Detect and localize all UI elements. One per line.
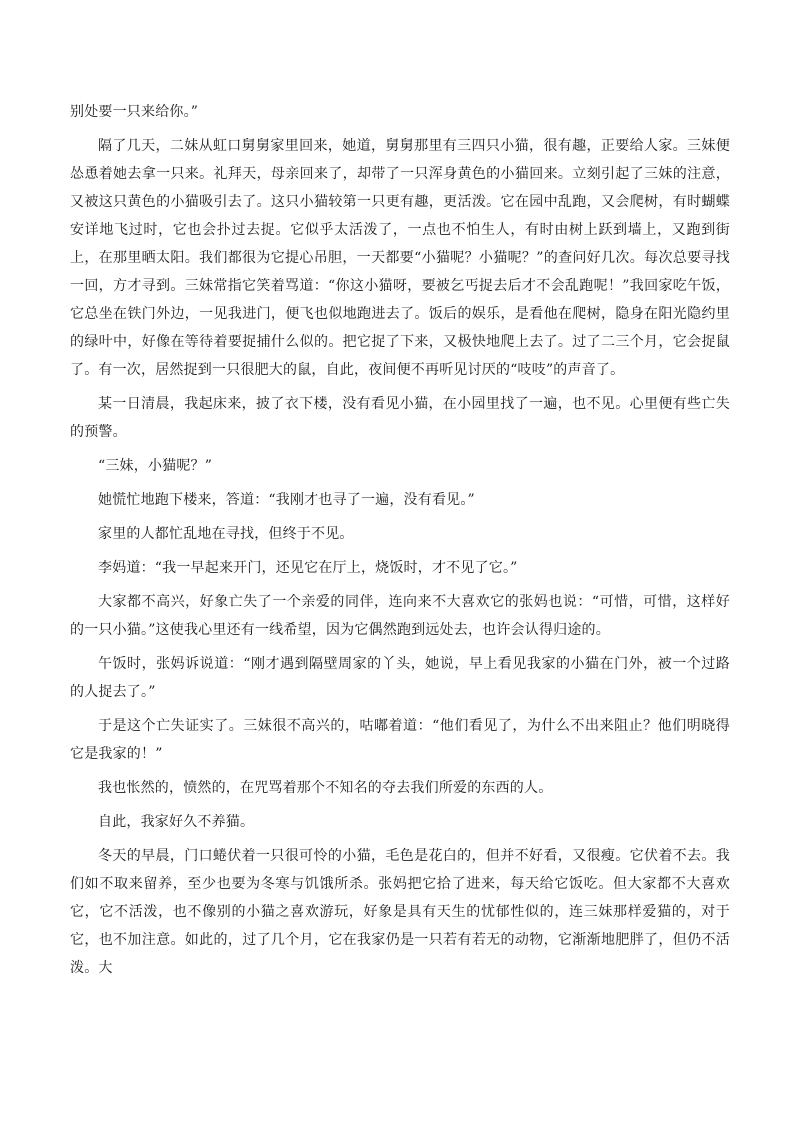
- document-body: [70, 98, 730, 988]
- paragraph-6: 家里的人都忙乱地在寻找，但终于不见。: [98, 526, 354, 542]
- paragraph-10: 于是这个亡失证实了。三妹很不高兴的，咕嘟着道：“他们看见了，为什么不出来阻止？他们明晓得它是我家的！”: [70, 718, 730, 762]
- paragraph-13: 冬天的早晨，门口蜷伏着一只很可怜的小猫，毛色是花白的，但并不好看，又很瘦。它伏着不去。我们如不取来留养，至少也要为冬寒与饥饿所杀。张妈把它拾了进来，每天给它饭吃。但大家都不大喜欢它，它不活泼，也不像别的小猫之喜欢游玩，好象是具有天生的忧郁性似的，连三妹那样爱猫的，对于它，也不加注意。如此的，过了几个月，它在我家仍是一只若有若无的动物，它渐渐地肥胖了，但仍不活泼。大: [70, 848, 730, 976]
- paragraph-3: 某一日清晨，我起床来，披了衣下楼，没有看见小猫，在小园里找了一遍，也不见。心里便有些亡失的预警。: [70, 396, 730, 440]
- paragraph-12: 自此，我家好久不养猫。: [98, 814, 255, 830]
- paragraph-11: 我也怅然的，愤然的，在咒骂着那个不知名的夺去我们所爱的东西的人。: [98, 780, 553, 796]
- paragraph-9: 午饭时，张妈诉说道：“刚才遇到隔壁周家的丫头，她说，早上看见我家的小猫在门外，被一个过路的人捉去了。”: [70, 656, 730, 700]
- paragraph-8: 大家都不高兴，好象亡失了一个亲爱的同伴，连向来不大喜欢它的张妈也说：“可惜，可惜，这样好的一只小猫。”这使我心里还有一线希望，因为它偶然跑到远处去，也许会认得归途的。: [70, 594, 730, 638]
- paragraph-2: 隔了几天，二妹从虹口舅舅家里回来，她道，舅舅那里有三四只小猫，很有趣，正要给人家。三妹便怂恿着她去拿一只来。礼拜天，母亲回来了，却带了一只浑身黄色的小猫回来。立刻引起了三妹的注意，又被这只黄色的小猫吸引去了。这只小猫较第一只更有趣，更活泼。它在园中乱跑，又会爬树，有时蝴蝶安详地飞过时，它也会扑过去捉。它似乎太活泼了，一点也不怕生人，有时由树上跃到墙上，又跑到街上，在那里晒太阳。我们都很为它提心吊胆，一天都要“小猫呢？小猫呢？”的查问好几次。每次总要寻找一回，方才寻到。三妹常指它笑着骂道：“你这小猫呀，要被乞丐捉去后才不会乱跑呢！”我回家吃午饭，它总坐在铁门外边，一见我进门，便飞也似地跑进去了。饭后的娱乐，是看他在爬树，隐身在阳光隐约里的绿叶中，好像在等待着要捉捕什么似的。把它捉了下来，又极快地爬上去了。过了二三个月，它会捉鼠了。有一次，居然捉到一只很肥大的鼠，自此，夜间便不再听见讨厌的“吱吱”的声音了。: [70, 138, 730, 378]
- paragraph-1: 别处要一只来给你。”: [70, 104, 199, 120]
- paragraph-7: 李妈道：“我一早起来开门，还见它在厅上，烧饭时，才不见了它。”: [98, 560, 518, 576]
- paragraph-4: “三妹，小猫呢？”: [98, 458, 213, 474]
- paragraph-5: 她慌忙地跑下楼来，答道：“我刚才也寻了一遍，没有看见。”: [98, 492, 475, 508]
